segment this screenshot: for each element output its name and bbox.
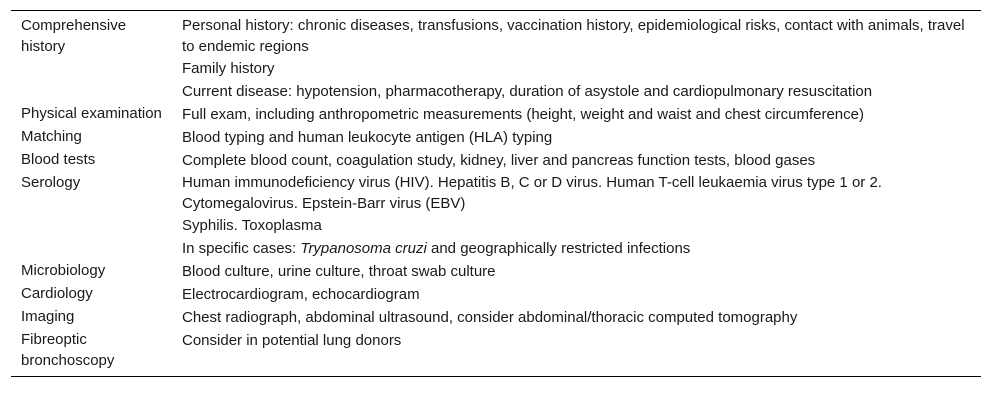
row-label-matching: Matching [21,128,82,145]
content-line: Electrocardiogram, echocardiogram [182,286,420,303]
row-content [171,329,981,371]
row-label-imaging: Imaging [21,308,75,325]
row-content [171,103,981,126]
content-line: Current disease: hypotension, pharmacotherapy, duration of asystole and cardiopulmonary resuscitation [182,83,873,100]
donor-evaluation-table-container [11,10,981,377]
row-label-serology: Serology [21,174,81,191]
content-line: Blood culture, urine culture, throat swab culture [182,263,496,280]
content-line: Personal history: chronic diseases, transfusions, vaccination history, epidemiological risks, contact with animals, travel to endemic regions [182,17,965,55]
content-line: Full exam, including anthropometric measurements (height, weight and waist and chest circumference) [182,106,864,123]
table-row [11,126,981,149]
row-content [171,126,981,149]
row-label-microbiology: Microbiology [21,262,106,279]
row-content [171,283,981,306]
row-label-blood-tests: Blood tests [21,151,96,168]
content-line: Syphilis. Toxoplasma [182,217,322,234]
table-row [11,149,981,172]
table-row [11,103,981,126]
row-content [171,306,981,329]
species-name: Trypanosoma cruzi [300,240,427,257]
row-label-fibreoptic-bronchoscopy: Fibreoptic bronchoscopy [21,331,115,369]
table-row [11,329,981,371]
row-content [171,149,981,172]
row-content [171,15,981,103]
content-suffix: and geographically restricted infections [426,240,691,257]
content-line: Family history [182,60,275,77]
row-label-cardiology: Cardiology [21,285,93,302]
table-row [11,172,981,260]
content-line: Human immunodeficiency virus (HIV). Hepatitis B, C or D virus. Human T-cell leukaemia virus type 1 or 2. Cytomegalovirus. Epstein-Barr virus (EBV) [182,174,882,212]
table-row [11,283,981,306]
table-row [11,260,981,283]
content-line: Blood typing and human leukocyte antigen (HLA) typing [182,129,553,146]
content-prefix: In specific cases: [182,240,301,257]
content-line: Complete blood count, coagulation study, kidney, liver and pancreas function tests, blood gases [182,152,816,169]
row-label-comprehensive-history: Comprehensive history [21,17,127,55]
content-line: Chest radiograph, abdominal ultrasound, consider abdominal/thoracic computed tomography [182,309,798,326]
table-row [11,306,981,329]
content-line: Consider in potential lung donors [182,332,402,349]
row-content [171,172,981,260]
row-label-physical-examination: Physical examination [21,105,162,122]
content-line [182,237,981,260]
donor-evaluation-table [11,15,981,371]
row-content [171,260,981,283]
table-row [11,15,981,103]
